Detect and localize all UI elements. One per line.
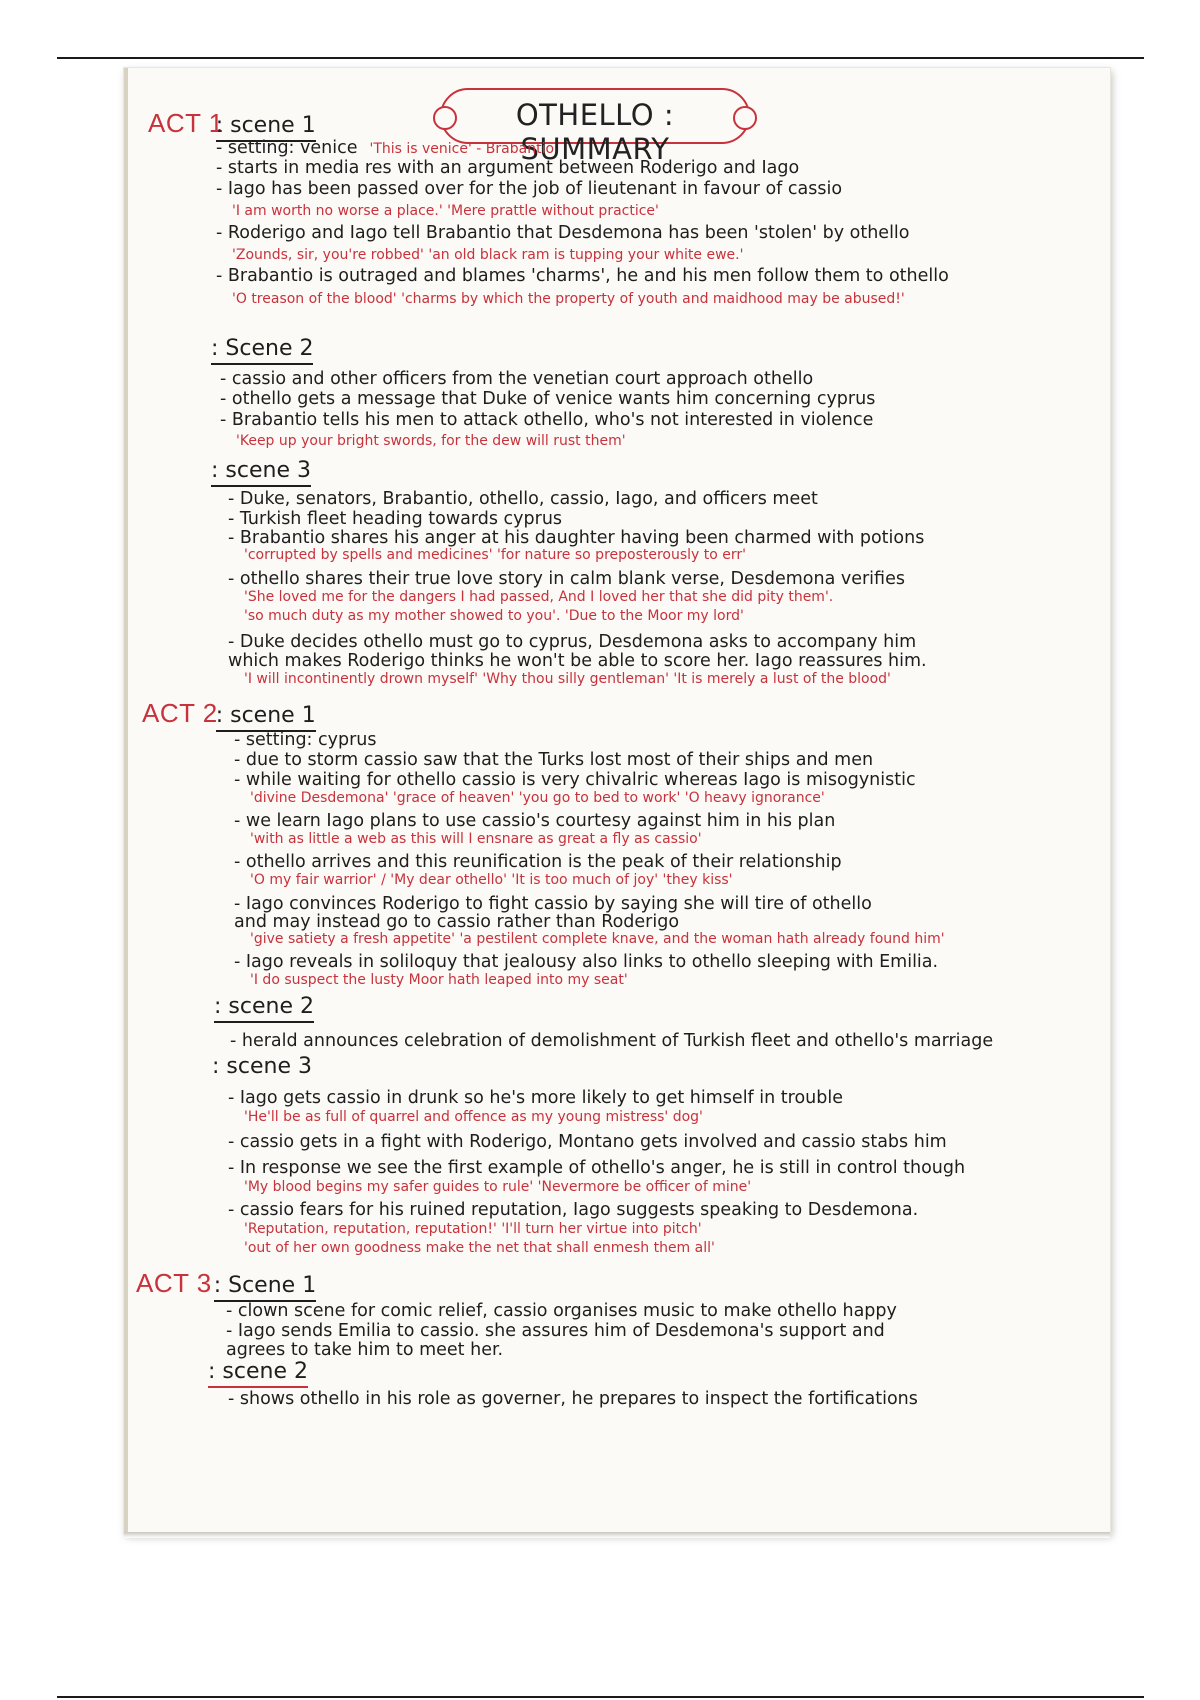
note-line (234, 810, 835, 832)
note-text: - clown scene for comic relief, cassio organises music to make othello happy (226, 1301, 897, 1321)
note-text: - shows othello in his role as governer, he prepares to inspect the fortifications (228, 1389, 918, 1409)
note-line (220, 409, 873, 431)
note-text: - starts in media res with an argument between Roderigo and Iago (216, 158, 800, 178)
note-text: - we learn Iago plans to use cassio's courtesy against him in his plan (234, 811, 836, 831)
quote-text: 'corrupted by spells and medicines' 'for nature so preposterously to err' (244, 547, 747, 563)
note-text: - Iago has been passed over for the job of lieutenant in favour of cassio (216, 179, 843, 199)
note-line (216, 246, 743, 265)
note-line (228, 1108, 703, 1127)
note-line (216, 290, 905, 309)
quote-text: 'I am worth no worse a place.' 'Mere prattle without practice' (232, 203, 659, 219)
note-line (228, 1087, 843, 1109)
note-line (234, 971, 628, 990)
bottom-rule (57, 1696, 1144, 1698)
note-line (234, 789, 825, 808)
note-text: - Brabantio shares his anger at his daughter having been charmed with potions (228, 528, 925, 548)
note-line (226, 1300, 897, 1322)
quote-text: 'Keep up your bright swords, for the dew will rust them' (236, 433, 626, 449)
quote-text: 'I will incontinently drown myself' 'Why thou silly gentleman' 'It is merely a lust of the blood' (244, 671, 891, 687)
scene-heading (211, 458, 311, 487)
note-line (234, 749, 873, 771)
note-line (234, 851, 842, 873)
scene-heading (211, 336, 313, 365)
note-text: agrees to take him to meet her. (226, 1340, 504, 1360)
note-text: - herald announces celebration of demolishment of Turkish fleet and othello's marriage (230, 1031, 994, 1051)
note-text: and may instead go to cassio rather than Roderigo (234, 912, 680, 932)
note-line (228, 1178, 751, 1197)
quote-text: 'He'll be as full of quarrel and offence as my young mistress' dog' (244, 1109, 703, 1125)
note-line (228, 546, 746, 565)
quote-text: 'This is venice' - Brabantio (369, 141, 555, 157)
note-text: - In response we see the first example of othello's anger, he is still in control though (228, 1158, 966, 1178)
note-text: - Roderigo and Iago tell Brabantio that Desdemona has been 'stolen' by othello (216, 223, 910, 243)
note-text: - cassio gets in a fight with Roderigo, Montano gets involved and cassio stabs him (228, 1132, 947, 1152)
note-line (228, 670, 891, 689)
top-rule (57, 57, 1144, 59)
scene-label: : scene 1 (216, 703, 316, 732)
act-label: ACT 1 (148, 108, 224, 138)
note-line (234, 830, 702, 849)
quote-text: 'Reputation, reputation, reputation!' 'I'll turn her virtue into pitch' (244, 1221, 702, 1237)
quote-text: 'give satiety a fresh appetite' 'a pestilent complete knave, and the woman hath already found him' (250, 931, 945, 947)
quote-text: 'so much duty as my mother showed to you'. 'Due to the Moor my lord' (244, 608, 744, 624)
note-text: - othello arrives and this reunification is the peak of their relationship (234, 852, 842, 872)
scene-heading (136, 1268, 316, 1302)
scene-label: : Scene 2 (211, 336, 313, 365)
note-line (234, 729, 377, 751)
note-line (228, 1220, 702, 1239)
note-text: - cassio fears for his ruined reputation, Iago suggests speaking to Desdemona. (228, 1200, 919, 1220)
note-line (228, 1388, 918, 1410)
page-title: OTHELLO : SUMMARY (515, 98, 675, 166)
note-text: - Iago convinces Roderigo to fight cassio by saying she will tire of othello (234, 894, 872, 914)
note-text: - while waiting for othello cassio is very chivalric whereas Iago is misogynistic (234, 770, 916, 790)
note-text: which makes Roderigo thinks he won't be able to score her. Iago reassures him. (228, 651, 927, 671)
note-line (234, 871, 733, 890)
scene-label: : Scene 1 (214, 1273, 316, 1302)
quote-text: 'out of her own goodness make the net that shall enmesh them all' (244, 1240, 715, 1256)
note-line (228, 1157, 965, 1179)
note-line (228, 607, 744, 626)
quote-text: 'Zounds, sir, you're robbed' 'an old black ram is tupping your white ewe.' (232, 247, 744, 263)
note-text: - setting: cyprus (234, 730, 377, 750)
note-text: - setting: venice (216, 138, 358, 158)
note-text: - Brabantio tells his men to attack othello, who's not interested in violence (220, 410, 874, 430)
quote-text: 'divine Desdemona' 'grace of heaven' 'you go to bed to work' 'O heavy ignorance' (250, 790, 825, 806)
note-line (220, 388, 875, 410)
note-line (220, 368, 813, 390)
note-text: - Duke, senators, Brabantio, othello, cassio, Iago, and officers meet (228, 489, 818, 509)
act-label: ACT 2 (142, 698, 218, 728)
note-line (216, 265, 949, 287)
note-text: - Iago sends Emilia to cassio. she assures him of Desdemona's support and (226, 1321, 885, 1341)
note-text: - due to storm cassio saw that the Turks lost most of their ships and men (234, 750, 874, 770)
scene-heading (214, 994, 314, 1023)
scene-heading (142, 698, 316, 732)
scene-label: : scene 1 (216, 113, 316, 142)
note-text: - Iago reveals in soliloquy that jealousy also links to othello sleeping with Emilia. (234, 952, 939, 972)
note-text: - cassio and other officers from the venetian court approach othello (220, 369, 814, 389)
note-line (216, 157, 799, 179)
quote-text: 'O treason of the blood' 'charms by which the property of youth and maidhood may be abused!' (232, 291, 905, 307)
note-line (220, 432, 626, 451)
note-line (228, 1199, 918, 1221)
scene-label: : scene 3 (212, 1054, 312, 1079)
note-line (228, 588, 833, 607)
note-line (226, 1339, 503, 1361)
note-line (228, 1131, 947, 1153)
scene-label: : scene 2 (208, 1359, 308, 1388)
note-line (216, 222, 910, 244)
note-line (234, 930, 945, 949)
note-line (234, 951, 938, 973)
scene-heading (208, 1359, 308, 1388)
note-text: - othello shares their true love story in calm blank verse, Desdemona verifies (228, 569, 905, 589)
note-line (228, 650, 927, 672)
quote-text: 'She loved me for the dangers I had passed, And I loved her that she did pity them'. (244, 589, 834, 605)
act-label: ACT 3 (136, 1268, 212, 1298)
note-text: - Duke decides othello must go to cyprus, Desdemona asks to accompany him (228, 632, 917, 652)
scene-heading (212, 1054, 312, 1081)
summary-sheet (124, 68, 1110, 1534)
scene-label: : scene 3 (211, 458, 311, 487)
note-text: - othello gets a message that Duke of venice wants him concerning cyprus (220, 389, 876, 409)
sheet-shadow (124, 1532, 1110, 1538)
note-line (228, 1239, 715, 1258)
quote-text: 'O my fair warrior' / 'My dear othello' 'It is too much of joy' 'they kiss' (250, 872, 733, 888)
note-line (230, 1030, 993, 1052)
note-line (216, 202, 659, 221)
note-line (228, 568, 905, 590)
note-text: - Turkish fleet heading towards cyprus (228, 509, 563, 529)
note-text: - Brabantio is outraged and blames 'charms', he and his men follow them to othello (216, 266, 949, 286)
note-line (216, 137, 554, 159)
scene-label: : scene 2 (214, 994, 314, 1023)
quote-text: 'My blood begins my safer guides to rule' 'Nevermore be officer of mine' (244, 1179, 752, 1195)
quote-text: 'with as little a web as this will I ensnare as great a fly as cassio' (250, 831, 702, 847)
note-line (216, 178, 842, 200)
note-line (234, 769, 916, 791)
note-text: - Iago gets cassio in drunk so he's more likely to get himself in trouble (228, 1088, 844, 1108)
quote-text: 'I do suspect the lusty Moor hath leaped into my seat' (250, 972, 628, 988)
note-line (228, 488, 818, 510)
